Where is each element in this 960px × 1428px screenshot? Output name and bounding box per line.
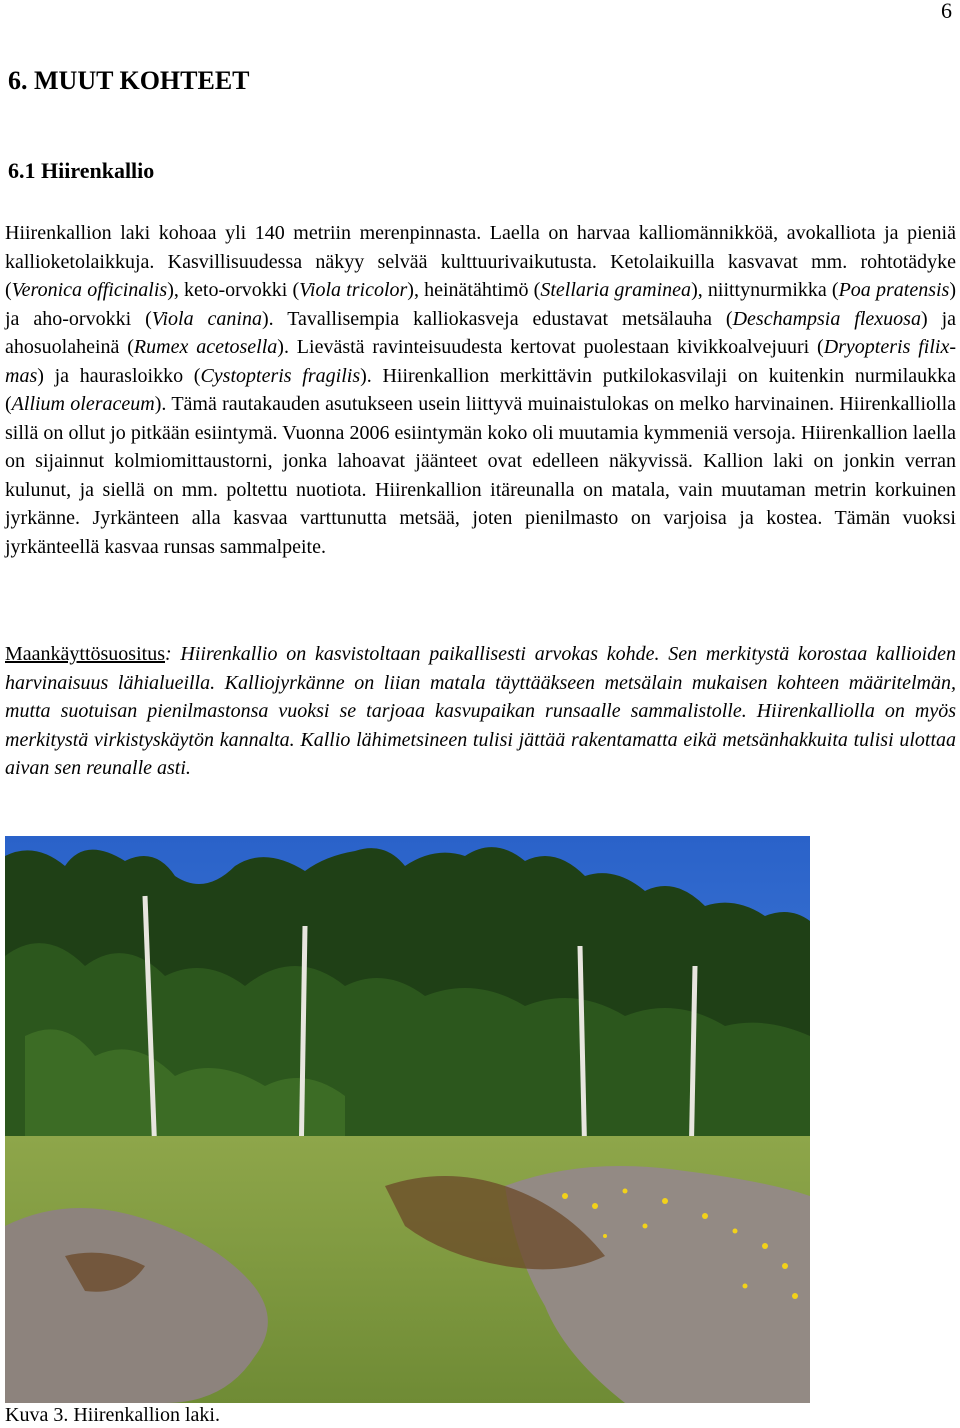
species-name: Poa pratensis xyxy=(838,279,950,301)
section-heading: 6. MUUT KOHTEET xyxy=(8,66,250,95)
recommendation-label: Maankäyttösuositus xyxy=(5,643,165,665)
species-name: Viola canina xyxy=(151,307,262,330)
species-name: Deschampsia flexuosa xyxy=(732,307,921,330)
species-name: Veronica officinalis xyxy=(11,279,168,301)
species-name: Stellaria graminea xyxy=(540,279,692,301)
species-name: Viola tricolor xyxy=(299,279,408,301)
subsection-heading: 6.1 Hiirenkallio xyxy=(8,158,155,183)
site-photo xyxy=(5,836,810,1403)
page-number: 6 xyxy=(941,0,952,23)
body-paragraph-site-description: Hiirenkallion laki kohoaa yli 140 metriin merenpinnasta. Laella on harvaa kalliomännikköä, avokalliota ja pieniä kallioketolaikkuja. Kasvillisuudessa näkyy selvää kulttuurivaikutusta. Ketolaikuilla kasvavat mm. rohtotädyke (Veronica officinalis), keto-orvokki (Viola tricolor), heinätähtimö (Stellaria graminea), niittynurmikka (Poa pratensis) ja aho-orvokki (Viola canina). Tavallisempia kalliokasveja edustavat metsälauha (Deschampsia flexuosa) ja ahosuolaheinä (Rumex acetosella). Lievästä ravinteisuudesta kertovat puolestaan kivikkoalvejuuri (Dryopteris filix-mas) ja haurasloikko (Cystopteris fragilis). Hiirenkallion merkittävin putkilokasvilaji on kuitenkin nurmilaukka (Allium oleraceum). Tämä rautakauden asutukseen usein liittyvä muinaistulokas on melko harvinainen. Hiirenkalliolla sillä on ollut jo pitkään esiintymä. Vuonna 2006 esiintymän koko oli muutamia kymmeniä versoja. Hiirenkallion laella on sijainnut kolmiomittaustorni, jonka lahoavat jäänteet ovat edelleen näkyvissä. Kallion laki on jonkin verran kulunut, ja siellä on mm. poltettu nuotiota. Hiirenkallion itäreunalla on matala, vain muutaman metrin korkuinen jyrkänne. Jyrkänteen alla kasvaa varttunutta metsää, joten pienilmasto on varjoisa ja kostea. Tämän vuoksi jyrkänteellä kasvaa runsas sammalpeite. xyxy=(5,222,957,558)
body-paragraph-land-use-recommendation xyxy=(5,640,956,783)
species-name: Rumex acetosella xyxy=(133,336,278,358)
species-name: Cystopteris fragilis xyxy=(200,364,361,387)
species-name: Dryopteris filix-mas xyxy=(5,336,956,387)
recommendation-text: : Hiirenkallio on kasvistoltaan paikallisesti arvokas kohde. Sen merkitystä korostaa kallioiden harvinaisuus lähialueilla. Kalliojyrkänne on liian matala täyttääkseen metsälain mukaisen kohteen määritelmän, mutta suotuisan pienilmastonsa vuoksi se tarjoaa kasvupaikan runsaalle sammalistolle. Hiirenkalliolla on myös merkitystä virkistyskäytön kannalta. Kallio lähimetsineen tulisi jättää rakentamatta eikä metsänhakkuita tulisi ulottaa aivan sen reunalle asti. xyxy=(5,643,956,779)
figure-caption: Kuva 3. Hiirenkallion laki. xyxy=(5,1404,220,1426)
species-name: Allium oleraceum xyxy=(11,393,155,415)
